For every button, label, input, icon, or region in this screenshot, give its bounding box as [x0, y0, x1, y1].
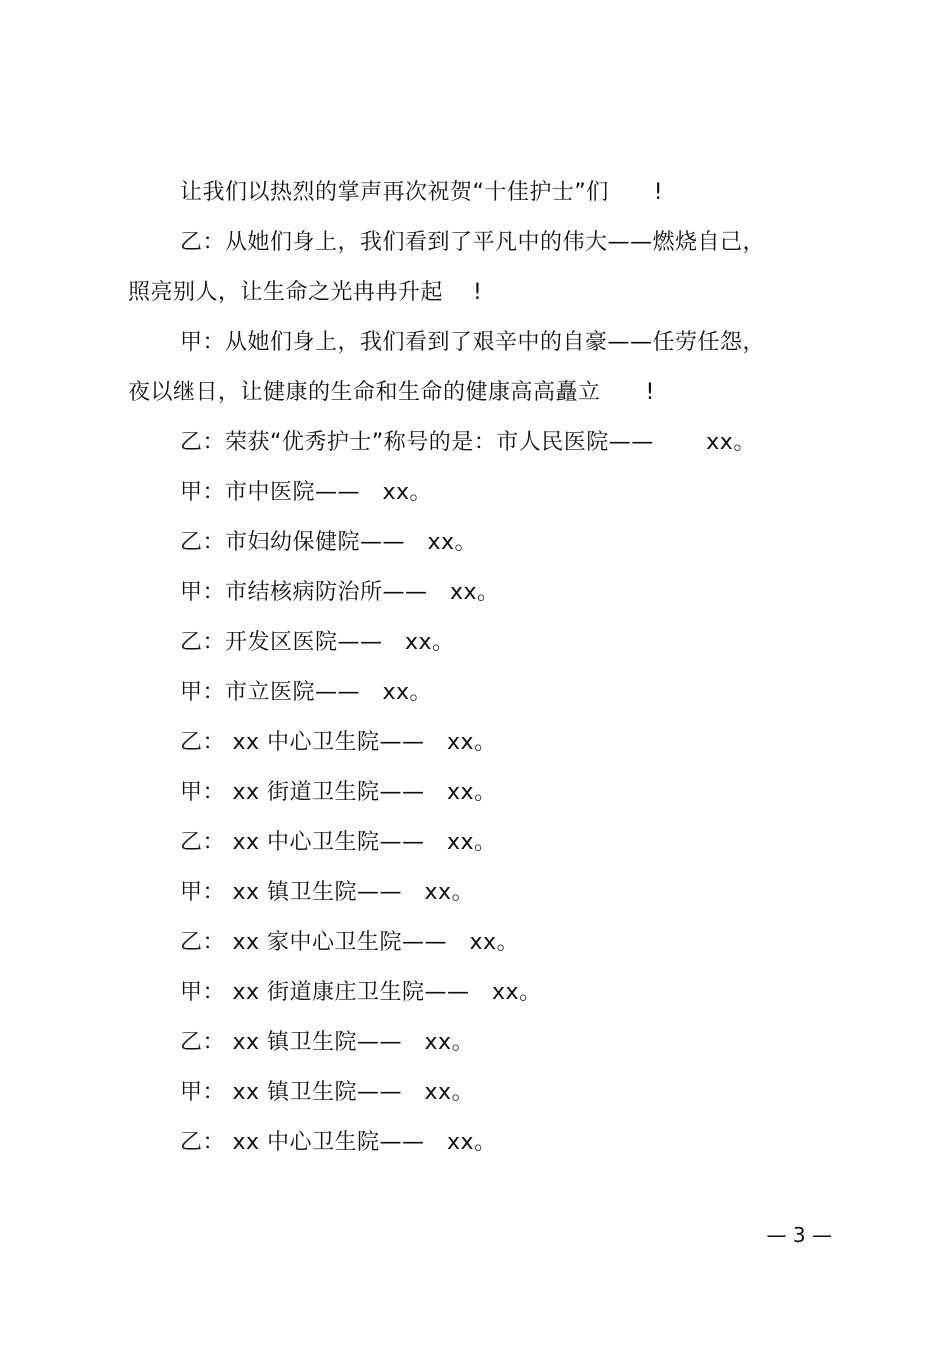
paragraph-line: 乙： xx 中心卫生院—— xx。	[180, 730, 497, 755]
paragraph-line: 甲： xx 镇卫生院—— xx。	[180, 1080, 475, 1105]
paragraph-line: 乙：开发区医院—— xx。	[180, 630, 455, 655]
paragraph-line: 乙： xx 中心卫生院—— xx。	[180, 830, 497, 855]
page-number: — 3 —	[766, 1223, 832, 1247]
paragraph-line: 照亮别人，让生命之光冉冉升起 !	[128, 280, 483, 305]
paragraph-line: 让我们以热烈的掌声再次祝贺“十佳护士”们 !	[180, 180, 664, 205]
paragraph-line: 甲：市结核病防治所—— xx。	[180, 580, 500, 605]
paragraph-line: 乙： xx 中心卫生院—— xx。	[180, 1130, 497, 1155]
paragraph-line: 甲： xx 镇卫生院—— xx。	[180, 880, 475, 905]
paragraph-line: 乙：荣获“优秀护士”称号的是：市人民医院—— xx。	[180, 430, 756, 455]
paragraph-line: 甲：从她们身上，我们看到了艰辛中的自豪——任劳任怨，	[180, 330, 766, 355]
paragraph-line: 夜以继日，让健康的生命和生命的健康高高矗立 !	[128, 380, 655, 405]
paragraph-line: 乙： xx 镇卫生院—— xx。	[180, 1030, 475, 1055]
paragraph-line: 乙：从她们身上，我们看到了平凡中的伟大——燃烧自己，	[180, 230, 766, 255]
paragraph-line: 甲： xx 街道康庄卫生院—— xx。	[180, 980, 542, 1005]
paragraph-line: 乙：市妇幼保健院—— xx。	[180, 530, 478, 555]
paragraph-line: 甲：市立医院—— xx。	[180, 680, 433, 705]
paragraph-line: 乙： xx 家中心卫生院—— xx。	[180, 930, 520, 955]
paragraph-line: 甲： xx 街道卫生院—— xx。	[180, 780, 497, 805]
paragraph-line: 甲：市中医院—— xx。	[180, 480, 433, 505]
